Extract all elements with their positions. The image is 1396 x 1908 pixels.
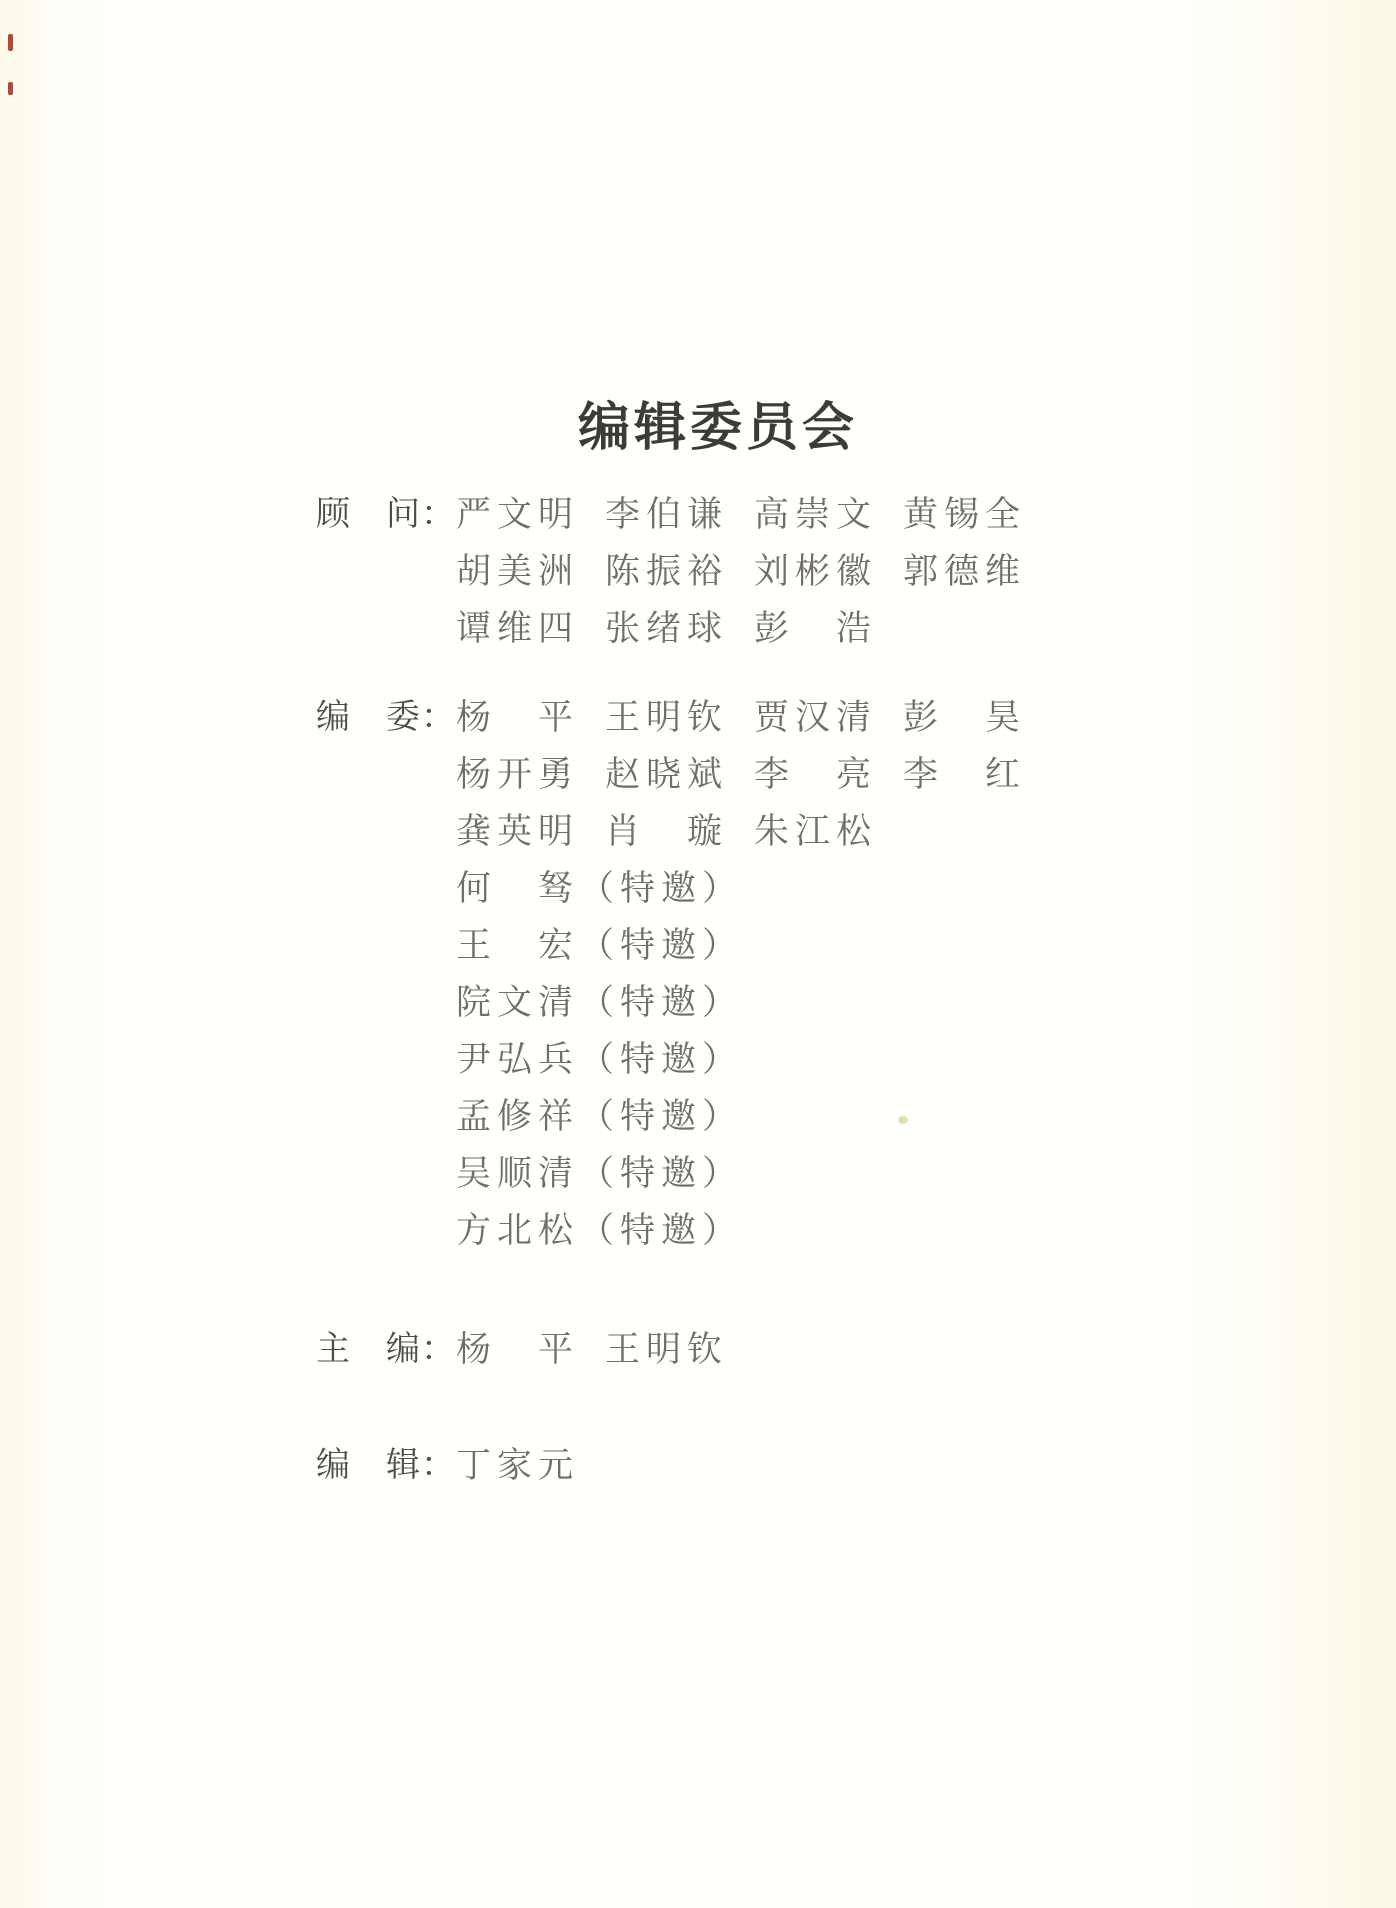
person-name: 郭德维 xyxy=(903,552,1027,591)
person-name: 杨开勇 xyxy=(456,755,580,794)
person-name: 李伯谦 xyxy=(605,495,729,534)
person-name: 朱江松 xyxy=(754,812,878,851)
section-label-editor: 编 辑： xyxy=(316,1446,456,1484)
person-name-invited: 吴顺清（特邀） xyxy=(456,1154,744,1193)
page-title: 编辑委员会 xyxy=(577,398,858,457)
person-name: 肖 璇 xyxy=(605,812,729,851)
name-row xyxy=(456,1437,579,1494)
person-name: 丁家元 xyxy=(456,1446,580,1485)
section-label-advisors: 顾 问： xyxy=(316,495,456,533)
editor-names xyxy=(456,1437,579,1494)
person-name: 贾汉清 xyxy=(754,698,878,737)
person-name: 龚英明 xyxy=(456,812,580,851)
section-chief-editors xyxy=(316,1321,750,1378)
person-name: 赵晓斌 xyxy=(605,755,729,794)
name-row xyxy=(456,974,1048,1031)
person-name: 彭 浩 xyxy=(754,609,878,648)
person-name: 杨 平 xyxy=(456,698,580,737)
person-name: 严文明 xyxy=(456,495,580,534)
name-row xyxy=(456,689,1048,746)
section-editor xyxy=(316,1437,579,1494)
person-name-invited: 尹弘兵（特邀） xyxy=(456,1040,744,1079)
person-name: 杨 平 xyxy=(456,1330,580,1369)
section-advisors xyxy=(316,486,1048,657)
person-name: 张绪球 xyxy=(605,609,729,648)
name-row xyxy=(456,1031,1048,1088)
person-name: 黄锡全 xyxy=(903,495,1027,534)
person-name: 王明钦 xyxy=(605,698,729,737)
person-name-invited: 孟修祥（特邀） xyxy=(456,1097,744,1136)
person-name: 李 亮 xyxy=(754,755,878,794)
name-row xyxy=(456,860,1048,917)
person-name-invited: 何 驽（特邀） xyxy=(456,869,744,908)
name-row xyxy=(456,543,1048,600)
name-row xyxy=(456,1202,1048,1259)
person-name: 胡美洲 xyxy=(456,552,580,591)
chief-editor-names xyxy=(456,1321,750,1378)
editorial-board-names xyxy=(456,689,1048,1259)
name-row xyxy=(456,803,1048,860)
red-scan-artifact xyxy=(8,34,13,51)
red-scan-artifact xyxy=(8,82,13,95)
advisor-names xyxy=(456,486,1048,657)
person-name-invited: 王 宏（特邀） xyxy=(456,926,744,965)
name-row xyxy=(456,486,1048,543)
section-label-chief-editors: 主 编： xyxy=(316,1330,456,1368)
name-row xyxy=(456,600,1048,657)
person-name: 陈振裕 xyxy=(605,552,729,591)
section-label-editorial-board: 编 委： xyxy=(316,698,456,736)
section-editorial-board xyxy=(316,689,1048,1259)
person-name-invited: 方北松（特邀） xyxy=(456,1211,744,1250)
name-row xyxy=(456,1321,750,1378)
person-name: 李 红 xyxy=(903,755,1027,794)
person-name: 高崇文 xyxy=(754,495,878,534)
person-name: 谭维四 xyxy=(456,609,580,648)
person-name: 王明钦 xyxy=(605,1330,729,1369)
person-name: 刘彬徽 xyxy=(754,552,878,591)
name-row xyxy=(456,746,1048,803)
name-row xyxy=(456,917,1048,974)
person-name-invited: 院文清（特邀） xyxy=(456,983,744,1022)
person-name: 彭 昊 xyxy=(903,698,1027,737)
name-row xyxy=(456,1088,1048,1145)
name-row xyxy=(456,1145,1048,1202)
